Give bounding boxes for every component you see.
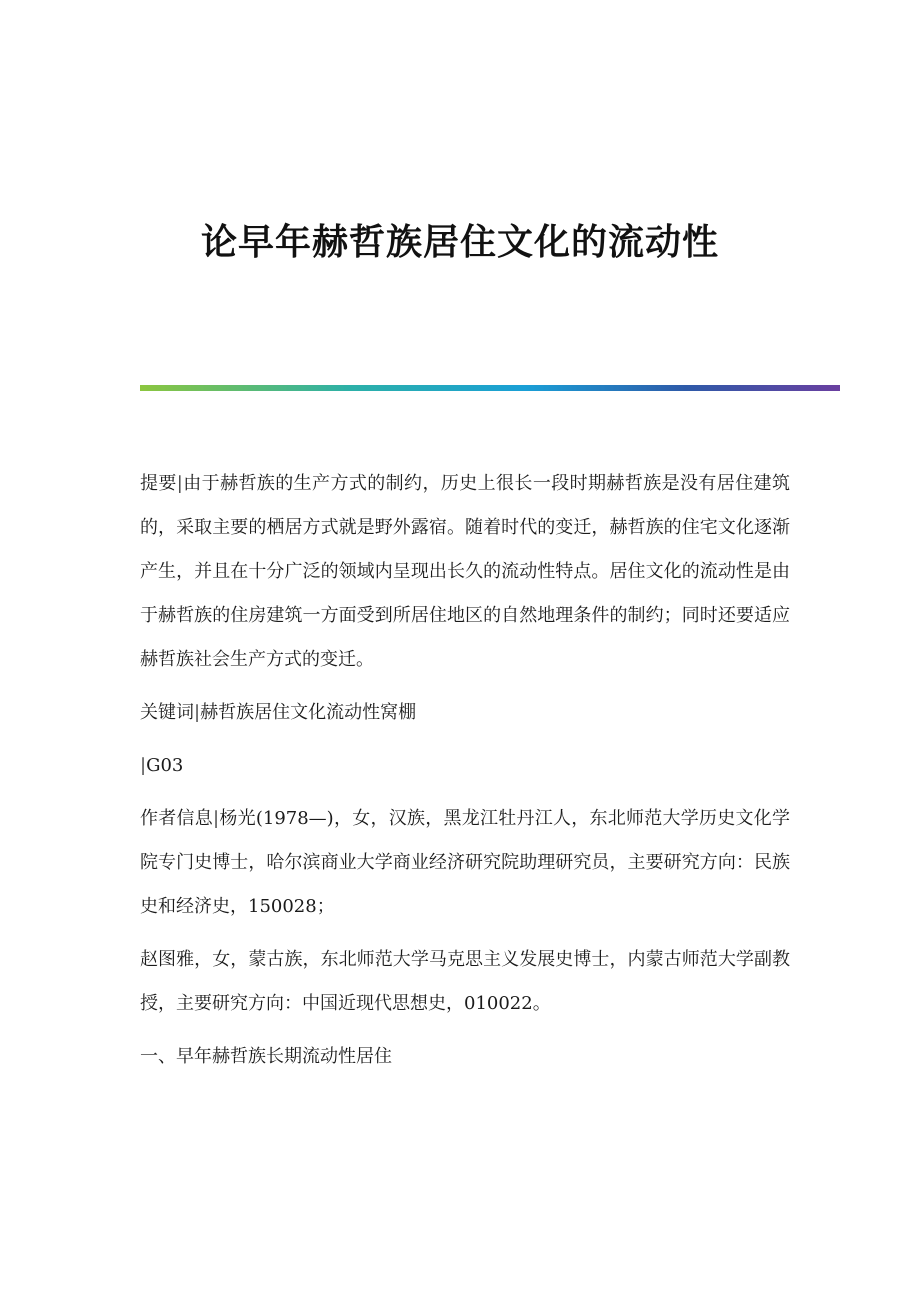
- classification-code: G03: [146, 755, 184, 776]
- author-info-text: 杨光(1978—)，女，汉族，黑龙江牡丹江人，东北师范大学历史文化学院专门史博士，哈尔滨商业大学商业经济研究院助理研究员，主要研究方向：民族史和经济史，150028；: [140, 808, 790, 917]
- second-author-paragraph: 赵图雅，女，蒙古族，东北师范大学马克思主义发展史博士，内蒙古师范大学副教授，主要研究方向：中国近现代思想史，010022。: [140, 949, 790, 1014]
- title-divider: [140, 385, 840, 391]
- abstract-text: 由于赫哲族的生产方式的制约，历史上很长一段时期赫哲族是没有居住建筑的，采取主要的栖居方式就是野外露宿。随着时代的变迁，赫哲族的住宅文化逐渐产生，并且在十分广泛的领域内呈现出长久的流动性特点。居住文化的流动性是由于赫哲族的住房建筑一方面受到所居住地区的自然地理条件的制约；同时还要适应赫哲族社会生产方式的变迁。: [140, 473, 790, 670]
- abstract-separator: |: [176, 473, 183, 494]
- author-info-separator: |: [213, 808, 220, 829]
- abstract-paragraph: [140, 462, 790, 682]
- keywords-paragraph: [140, 691, 790, 735]
- author-info-paragraph: [140, 797, 790, 929]
- keywords-label: 关键词: [140, 702, 194, 723]
- classification-paragraph: [140, 744, 790, 788]
- abstract-label: 提要: [140, 473, 177, 494]
- keywords-separator: |: [194, 702, 201, 723]
- section-heading: 一、早年赫哲族长期流动性居住: [140, 1046, 392, 1067]
- author-info-label: 作者信息: [140, 808, 214, 829]
- keywords-text: 赫哲族居住文化流动性窝棚: [200, 702, 417, 723]
- document-body: [140, 462, 790, 1088]
- classification-separator: |: [140, 755, 147, 776]
- document-title: 论早年赫哲族居住文化的流动性: [200, 221, 719, 263]
